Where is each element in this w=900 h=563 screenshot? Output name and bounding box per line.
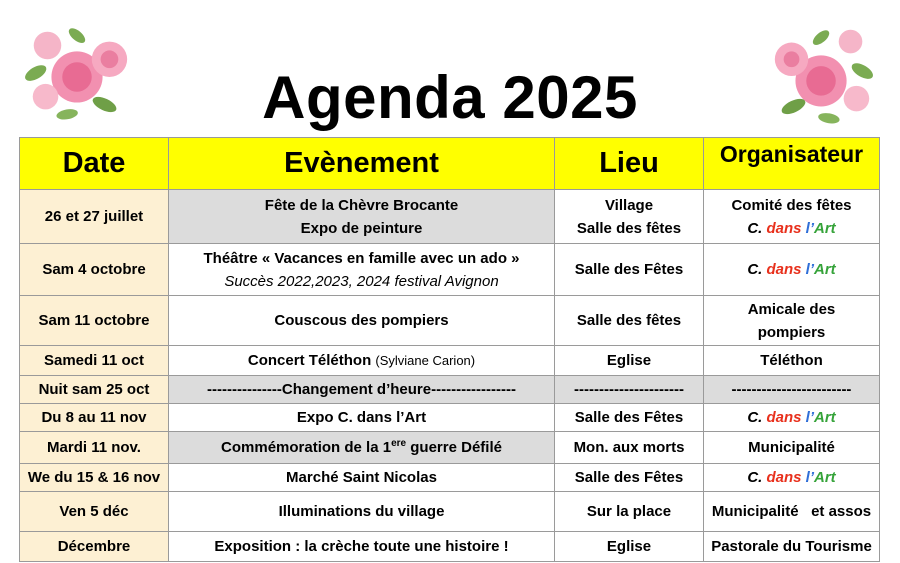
row-place <box>555 190 704 244</box>
brand-dans: dans <box>766 409 802 426</box>
brand-c: C. <box>747 261 763 278</box>
brand-l: l’ <box>805 261 815 278</box>
row-date: Sam 4 octobre <box>20 244 169 296</box>
table-row <box>20 432 880 464</box>
organizer-line: pompiers <box>757 323 826 341</box>
brand-dans: dans <box>766 261 802 278</box>
row-date: Mardi 11 nov. <box>20 432 169 464</box>
row-event <box>169 244 555 296</box>
brand-c: C. <box>747 409 763 426</box>
table-row <box>20 376 880 404</box>
row-event: Marché Saint Nicolas <box>169 464 555 492</box>
row-event: Couscous des pompiers <box>169 296 555 346</box>
brand-c: C. <box>747 469 763 486</box>
row-event <box>169 432 555 464</box>
event-text: Commémoration de la 1 <box>221 439 392 456</box>
row-place: ---------------------- <box>555 376 704 404</box>
row-event: ---------------Changement d’heure----------------- <box>169 376 555 404</box>
row-organizer: Municipalité et assos <box>704 492 880 532</box>
event-line: Théâtre « Vacances en famille avec un ado » <box>203 249 520 267</box>
table-row <box>20 346 880 376</box>
organizer-brand <box>708 217 875 240</box>
row-date: Nuit sam 25 oct <box>20 376 169 404</box>
header-row <box>20 138 880 190</box>
table-row <box>20 404 880 432</box>
event-line: Fête de la Chèvre Brocante <box>264 196 459 214</box>
header-place: Lieu <box>555 138 704 190</box>
brand-art: Art <box>814 409 836 426</box>
row-event: Expo C. dans l’Art <box>169 404 555 432</box>
table-row <box>20 296 880 346</box>
event-text: Concert Téléthon <box>247 352 372 369</box>
event-note: (Sylviane Carion) <box>375 353 476 368</box>
row-date: Décembre <box>20 532 169 562</box>
brand-c: C. <box>747 219 763 237</box>
row-date: 26 et 27 juillet <box>20 190 169 244</box>
row-organizer <box>704 244 880 296</box>
row-organizer <box>704 190 880 244</box>
header-event: Evènement <box>169 138 555 190</box>
organizer-line: Amicale des <box>747 300 836 318</box>
brand-art: Art <box>814 261 836 278</box>
row-event <box>169 190 555 244</box>
brand-l: l’ <box>805 219 815 237</box>
agenda-table <box>19 137 880 562</box>
row-date: Du 8 au 11 nov <box>20 404 169 432</box>
event-text: guerre Défilé <box>406 439 502 456</box>
row-event: Illuminations du village <box>169 492 555 532</box>
brand-art: Art <box>814 219 836 237</box>
brand-l: l’ <box>805 469 815 486</box>
header-organizer: Organisateur <box>704 138 880 190</box>
row-date: Sam 11 octobre <box>20 296 169 346</box>
row-organizer <box>704 404 880 432</box>
row-organizer: Municipalité <box>704 432 880 464</box>
brand-dans: dans <box>766 219 802 237</box>
brand-l: l’ <box>805 409 815 426</box>
row-place: Salle des fêtes <box>555 296 704 346</box>
row-organizer: Pastorale du Tourisme <box>704 532 880 562</box>
row-organizer <box>704 296 880 346</box>
table-row <box>20 464 880 492</box>
event-line: Expo de peinture <box>300 219 423 237</box>
table-row <box>20 244 880 296</box>
place-line: Salle des fêtes <box>576 219 682 237</box>
event-subline: Succès 2022,2023, 2024 festival Avignon <box>224 272 499 290</box>
row-place: Eglise <box>555 532 704 562</box>
organizer-line: Comité des fêtes <box>731 196 852 214</box>
row-organizer: ------------------------ <box>704 376 880 404</box>
place-line: Village <box>604 196 654 214</box>
page-title: Agenda 2025 <box>262 64 638 131</box>
table-row <box>20 492 880 532</box>
brand-dans: dans <box>766 469 802 486</box>
row-place: Salle des Fêtes <box>555 464 704 492</box>
row-place: Sur la place <box>555 492 704 532</box>
row-event: Exposition : la crèche toute une histoire ! <box>169 532 555 562</box>
row-organizer: Téléthon <box>704 346 880 376</box>
table-row <box>20 190 880 244</box>
row-date: Samedi 11 oct <box>20 346 169 376</box>
header-date: Date <box>20 138 169 190</box>
row-place: Mon. aux morts <box>555 432 704 464</box>
row-date: We du 15 & 16 nov <box>20 464 169 492</box>
row-place: Salle des Fêtes <box>555 244 704 296</box>
row-place: Eglise <box>555 346 704 376</box>
event-superscript: ere <box>391 438 407 449</box>
row-date: Ven 5 déc <box>20 492 169 532</box>
table-row <box>20 532 880 562</box>
brand-art: Art <box>814 469 836 486</box>
row-place: Salle des Fêtes <box>555 404 704 432</box>
row-organizer <box>704 464 880 492</box>
row-event <box>169 346 555 376</box>
